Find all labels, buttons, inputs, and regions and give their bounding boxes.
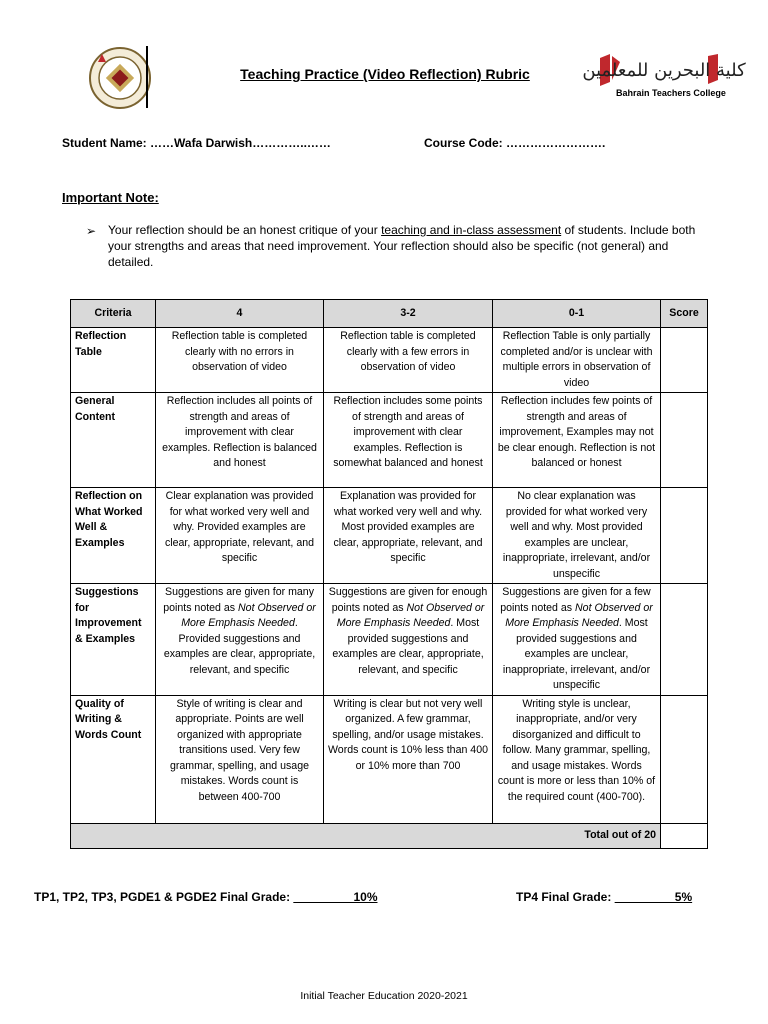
level-0-1-cell: No clear explanation was provided for what worked very well and why. Most provided examples are unclear, inappropriate, irrelevant, and/or unspecific: [493, 488, 661, 584]
level-4-cell: Reflection table is completed clearly with no errors in observation of video: [156, 328, 324, 393]
header-4: 4: [156, 300, 324, 328]
level-4-cell: Suggestions are given for many points noted as Not Observed or More Emphasis Needed. Provided suggestions and examples are clear, appropriate, relevant, and specific: [156, 584, 324, 696]
important-note-title: Important Note:: [62, 190, 159, 205]
college-caption: Bahrain Teachers College: [616, 88, 726, 98]
logo-divider: [146, 46, 148, 108]
level-4-cell: Clear explanation was provided for what worked very well and why. Provided examples are clear, appropriate, relevant, and specific: [156, 488, 324, 584]
header-criteria: Criteria: [71, 300, 156, 328]
bullet-arrow-icon: ➢: [86, 224, 97, 238]
score-cell[interactable]: [661, 695, 708, 823]
final-grade-tp4: TP4 Final Grade: _________5%: [516, 890, 693, 904]
course-code: Course Code: …………………….: [424, 136, 606, 150]
score-cell[interactable]: [661, 393, 708, 488]
level-0-1-cell: Suggestions are given for a few points noted as Not Observed or More Emphasis Needed. Most provided suggestions and examples are unclear, inappropriate, irrelevant, and/or unspecific: [493, 584, 661, 696]
level-3-2-cell: Writing is clear but not very well organized. A few grammar, spelling, and/or usage mistakes. Words count is 10% less than 400 or 10% more than 700: [324, 695, 493, 823]
table-row: [71, 393, 708, 488]
level-0-1-cell: Writing style is unclear, inappropriate, and/or very disorganized and difficult to follow. Many grammar, spelling, and usage mistakes. Words count is more or less than 10% of the required count (400-700).: [493, 695, 661, 823]
criteria-cell: Suggestions for Improvement & Examples: [71, 584, 156, 696]
important-note-text: Your reflection should be an honest critique of your teaching and in-class assessment of students. Include both your strengths and areas that need improvement. Your reflection should also be specific (not general) and detailed.: [108, 223, 696, 269]
score-cell[interactable]: [661, 328, 708, 393]
criteria-cell: Reflection on What Worked Well & Examples: [71, 488, 156, 584]
university-seal-logo: [88, 46, 152, 110]
header-score: Score: [661, 300, 708, 328]
criteria-cell: Quality of Writing & Words Count: [71, 695, 156, 823]
level-3-2-cell: Suggestions are given for enough points noted as Not Observed or More Emphasis Needed. Most provided suggestions and examples are clear, appropriate, relevant, and specific: [324, 584, 493, 696]
table-row: [71, 695, 708, 823]
arabic-college-name: كلية البحرين للمعلمين: [582, 60, 746, 81]
level-3-2-cell: Reflection includes some points of strength and areas of improvement with clear examples. Reflection is somewhat balanced and honest: [324, 393, 493, 488]
score-cell[interactable]: [661, 488, 708, 584]
level-3-2-cell: Reflection table is completed clearly with a few errors in observation of video: [324, 328, 493, 393]
table-row: [71, 488, 708, 584]
level-4-cell: Reflection includes all points of strength and areas of improvement with clear examples. Reflection is balanced and honest: [156, 393, 324, 488]
total-label: Total out of 20: [71, 823, 661, 848]
criteria-cell: Reflection Table: [71, 328, 156, 393]
criteria-cell: General Content: [71, 393, 156, 488]
bahrain-teachers-college-logo: [582, 52, 746, 104]
level-3-2-cell: Explanation was provided for what worked very well and why. Most provided examples are clear, appropriate, relevant, and specific: [324, 488, 493, 584]
total-score-cell[interactable]: [661, 823, 708, 848]
rubric-table: [70, 299, 708, 849]
table-header-row: [71, 300, 708, 328]
header-0-1: 0-1: [493, 300, 661, 328]
table-row: [71, 584, 708, 696]
page-title: Teaching Practice (Video Reflection) Rubric: [240, 66, 530, 82]
level-0-1-cell: Reflection Table is only partially completed and/or is unclear with multiple errors in observation of video: [493, 328, 661, 393]
header-3-2: 3-2: [324, 300, 493, 328]
table-row: [71, 328, 708, 393]
student-name: Student Name: ……Wafa Darwish…………..……: [62, 136, 331, 150]
score-cell[interactable]: [661, 584, 708, 696]
final-grade-tp1-3: TP1, TP2, TP3, PGDE1 & PGDE2 Final Grade: _________10%: [34, 890, 378, 904]
level-0-1-cell: Reflection includes few points of strength and areas of improvement, Examples may not be clear enough. Reflection is not balanced or honest: [493, 393, 661, 488]
level-4-cell: Style of writing is clear and appropriate. Points are well organized with appropriate transitions used. Very few grammar, spelling, and usage mistakes. Words count is between 400-700: [156, 695, 324, 823]
total-row: [71, 823, 708, 848]
footer-text: Initial Teacher Education 2020-2021: [300, 990, 468, 1002]
